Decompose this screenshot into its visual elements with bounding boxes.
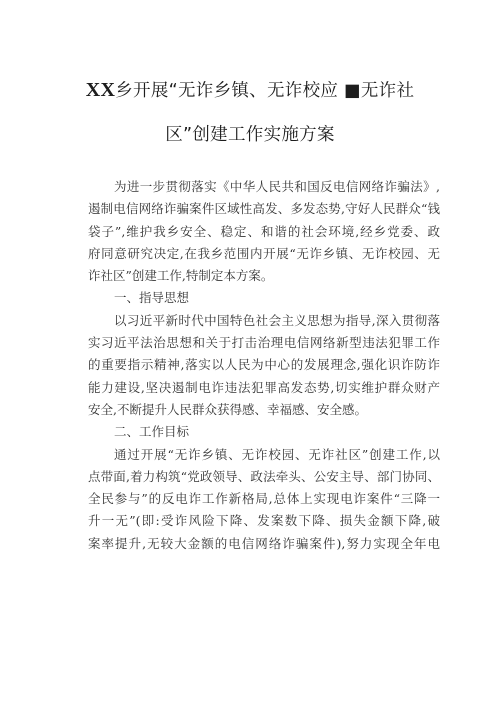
body-line: 诈社区”创建工作,特制定本方案。 (88, 268, 274, 284)
title-prefix: XX (85, 79, 116, 101)
section-heading: 一、指导思想 (114, 290, 190, 306)
section-heading: 二、工作目标 (114, 424, 190, 440)
body-line: 安全,不断提升人民群众获得感、幸福感、安全感。 (88, 401, 367, 417)
body-line: 为进一步贯彻落实《中华人民共和国反电信网络诈骗法》, (114, 179, 440, 194)
body-line: 通过开展“无诈乡镇、无诈校园、无诈社区”创建工作,以 (114, 446, 440, 462)
document-body (88, 176, 440, 555)
body-line: 能力建设,坚决遏制电诈违法犯罪高发态势,切实维护群众财产 (88, 379, 440, 395)
document-title-line-1 (40, 77, 460, 102)
title-text: 乡开展“无诈乡镇、无诈校应 ■无诈社 (115, 81, 415, 101)
body-line: 袋子”,维护我乡安全、稳定、和谐的社会环境,经乡党委、政 (88, 223, 440, 239)
document-title-line-2: 区”创建工作实施方案 (165, 125, 335, 145)
body-line: 案率提升,无较大金额的电信网络诈骗案件),努力实现全年电 (88, 535, 440, 551)
body-line: 点带面,着力构筑“党政领导、政法牵头、公安主导、部门协同、 (88, 468, 440, 484)
body-line: 以习近平新时代中国特色社会主义思想为指导,深入贯彻落 (114, 312, 440, 328)
body-line: 实习近平法治思想和关于打击治理电信网络新型违法犯罪工作 (88, 335, 440, 351)
body-line: 府同意研究决定,在我乡范围内开展“无诈乡镇、无诈校园、无 (88, 245, 440, 261)
body-line: 遏制电信网络诈骗案件区域性高发、多发态势,守好人民群众“钱 (88, 201, 440, 217)
body-line: 升一无”(即:受诈风险下降、发案数下降、损失金额下降,破 (88, 513, 440, 529)
body-line: 的重要指示精神,落实以人民为中心的发展理念,强化识诈防诈 (88, 357, 440, 373)
body-line: 全民参与”的反电诈工作新格局,总体上实现电诈案件“三降一 (88, 491, 440, 507)
